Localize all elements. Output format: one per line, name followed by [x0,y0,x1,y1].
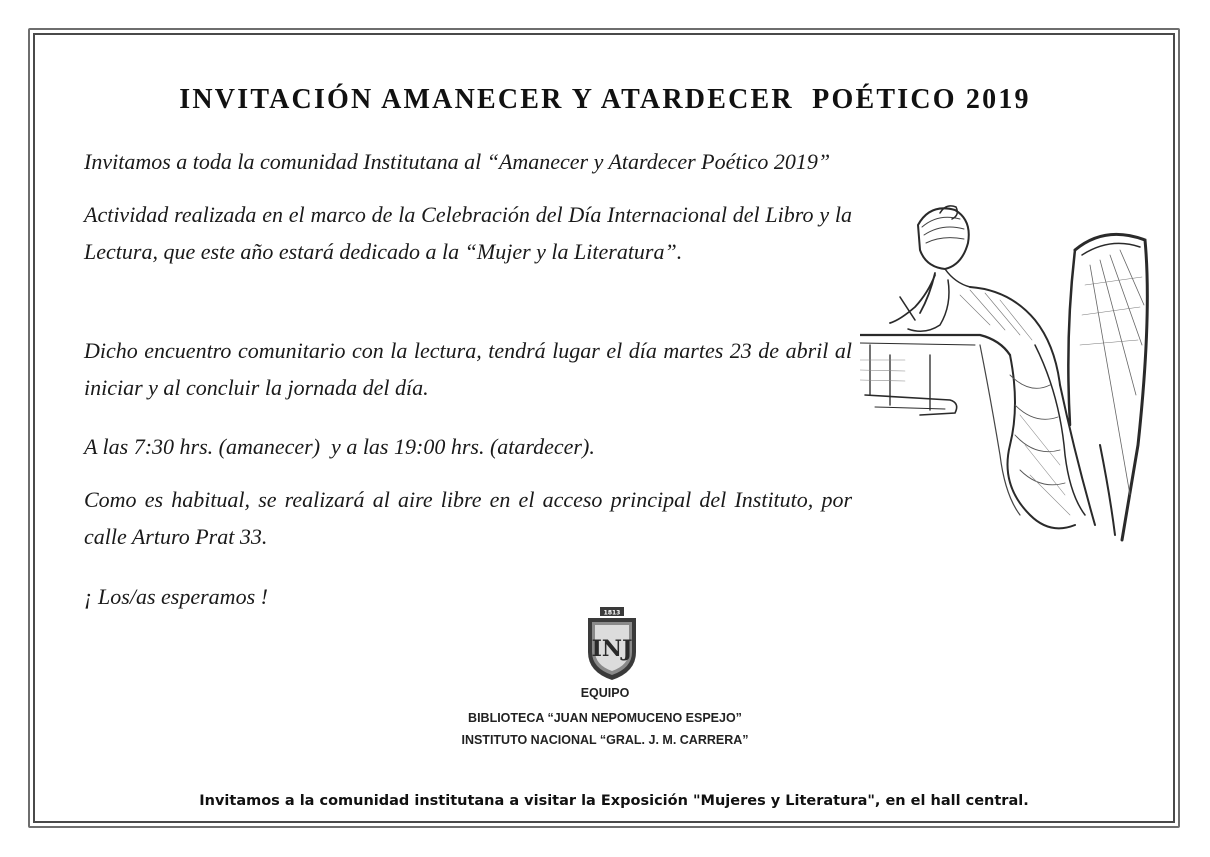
paragraph-celebration: Actividad realizada en el marco de la Celebración del Día Internacional del Libro y la Lectura, que este año estará dedicado a la “Mujer y la Literatura”. [84,202,852,264]
footer-exhibition-note: Invitamos a la comunidad institutana a visitar la Exposición "Mujeres y Literatura", en el hall central. [199,793,1029,809]
institute-crest-logo [584,606,640,682]
credits-team: EQUIPO [580,686,630,700]
svg-text:1813: 1813 [603,609,621,617]
paragraph-times: A las 7:30 hrs. (amanecer) y a las 19:00 hrs. (atardecer). [84,434,595,459]
invitation-title: INVITACIÓN AMANECER Y ATARDECER POÉTICO 2019 [179,84,1031,115]
credits-library: BIBLIOTECA “JUAN NEPOMUCENO ESPEJO” [468,711,742,725]
paragraph-date: Dicho encuentro comunitario con la lectura, tendrá lugar el día martes 23 de abril al iniciar y al concluir la jornada del día. [84,338,852,400]
credits-institute: INSTITUTO NACIONAL “GRAL. J. M. CARRERA” [461,733,749,747]
intro-paragraph: Invitamos a toda la comunidad Institutana al “Amanecer y Atardecer Poético 2019” [84,149,831,174]
woman-writing-illustration [860,195,1160,545]
svg-text:INJ: INJ [591,636,633,662]
paragraph-location: Como es habitual, se realizará al aire libre en el acceso principal del Instituto, por calle Arturo Prat 33. [84,487,852,549]
closing-line: ¡ Los/as esperamos ! [84,584,268,609]
